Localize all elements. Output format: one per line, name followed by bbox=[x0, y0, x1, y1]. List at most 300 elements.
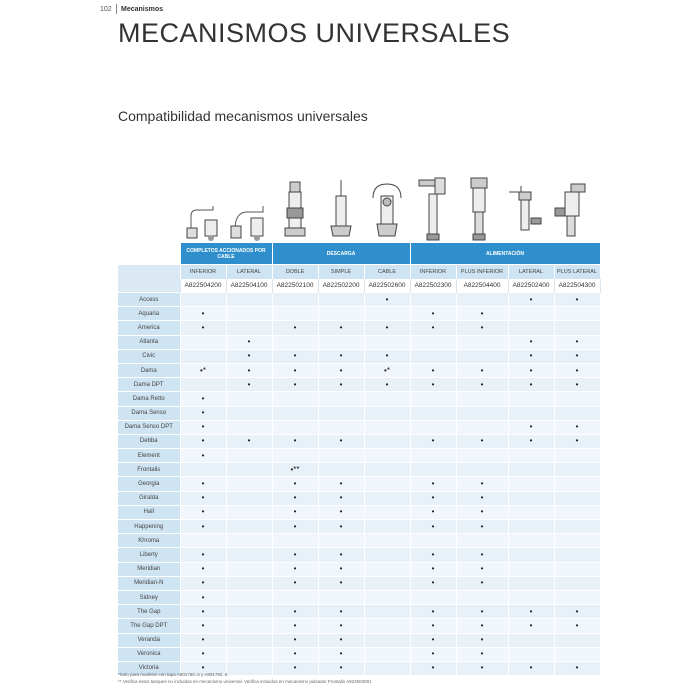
compat-cell bbox=[272, 463, 318, 477]
compat-mark: • bbox=[201, 578, 205, 588]
compat-cell bbox=[410, 534, 456, 548]
compat-cell bbox=[272, 562, 318, 576]
compat-cell bbox=[410, 406, 456, 420]
compat-cell bbox=[508, 477, 554, 491]
table-row bbox=[118, 392, 600, 406]
table-row bbox=[118, 491, 600, 505]
compat-cell bbox=[180, 434, 226, 448]
compat-cell bbox=[272, 590, 318, 604]
compat-mark: • bbox=[339, 479, 343, 489]
compat-cell bbox=[456, 406, 508, 420]
compat-cell bbox=[508, 406, 554, 420]
compat-cell bbox=[364, 449, 410, 463]
compat-cell bbox=[456, 661, 508, 675]
compat-cell bbox=[456, 392, 508, 406]
compat-cell bbox=[364, 463, 410, 477]
compat-mark: • bbox=[339, 507, 343, 517]
compat-cell bbox=[180, 420, 226, 434]
compat-cell bbox=[226, 434, 272, 448]
compat-mark: • bbox=[201, 436, 205, 446]
compat-cell bbox=[554, 477, 600, 491]
compat-cell bbox=[410, 363, 456, 377]
compat-cell bbox=[180, 548, 226, 562]
compat-mark: •* bbox=[384, 365, 390, 375]
compat-cell bbox=[318, 619, 364, 633]
compat-cell bbox=[410, 491, 456, 505]
compat-mark: • bbox=[293, 521, 297, 531]
single-flush-valve-icon bbox=[318, 170, 364, 242]
product-code: A822502400 bbox=[508, 279, 554, 293]
compat-cell bbox=[554, 463, 600, 477]
compat-cell bbox=[318, 392, 364, 406]
compat-cell bbox=[554, 562, 600, 576]
compat-cell bbox=[508, 378, 554, 392]
compat-cell bbox=[364, 505, 410, 519]
compat-mark: • bbox=[201, 592, 205, 602]
compat-cell bbox=[554, 605, 600, 619]
compat-cell bbox=[410, 477, 456, 491]
compat-cell bbox=[364, 293, 410, 307]
compat-cell bbox=[364, 378, 410, 392]
subheader-cell: CABLE bbox=[364, 265, 410, 280]
compat-cell bbox=[410, 647, 456, 661]
compat-cell bbox=[410, 463, 456, 477]
compat-cell bbox=[226, 520, 272, 534]
compat-cell bbox=[226, 661, 272, 675]
compat-cell bbox=[508, 293, 554, 307]
compat-cell bbox=[508, 505, 554, 519]
table-row bbox=[118, 420, 600, 434]
model-name: Dama DPT bbox=[118, 378, 180, 392]
compat-cell bbox=[180, 647, 226, 661]
compat-cell bbox=[318, 293, 364, 307]
compat-cell bbox=[508, 661, 554, 675]
model-name: Meridian bbox=[118, 562, 180, 576]
compat-mark: • bbox=[247, 436, 251, 446]
compat-mark: • bbox=[575, 337, 579, 347]
compat-cell bbox=[318, 520, 364, 534]
compat-mark: • bbox=[293, 564, 297, 574]
compat-cell bbox=[456, 307, 508, 321]
compat-cell bbox=[554, 449, 600, 463]
page-title: MECANISMOS UNIVERSALES bbox=[118, 18, 511, 48]
compat-cell bbox=[554, 590, 600, 604]
fill-valve-lateral-icon bbox=[502, 170, 548, 242]
page-number: 102 bbox=[100, 5, 112, 13]
compat-cell bbox=[318, 590, 364, 604]
compat-cell bbox=[180, 293, 226, 307]
model-name: The Gap bbox=[118, 605, 180, 619]
compat-mark: • bbox=[431, 578, 435, 588]
compat-cell bbox=[364, 363, 410, 377]
compat-mark: • bbox=[480, 663, 484, 673]
compat-mark: • bbox=[480, 564, 484, 574]
compat-cell bbox=[226, 605, 272, 619]
compat-cell bbox=[226, 335, 272, 349]
compat-cell bbox=[410, 434, 456, 448]
compat-cell bbox=[554, 520, 600, 534]
compat-cell bbox=[456, 363, 508, 377]
compat-cell bbox=[364, 307, 410, 321]
table-row bbox=[118, 647, 600, 661]
compat-mark: • bbox=[293, 365, 297, 375]
compat-cell bbox=[410, 349, 456, 363]
compat-mark: • bbox=[431, 549, 435, 559]
compat-cell bbox=[364, 406, 410, 420]
compat-cell bbox=[554, 633, 600, 647]
model-name: Georgia bbox=[118, 477, 180, 491]
model-name: Khroma bbox=[118, 534, 180, 548]
compat-cell bbox=[226, 505, 272, 519]
compat-cell bbox=[456, 349, 508, 363]
compat-cell bbox=[272, 548, 318, 562]
compat-cell bbox=[318, 477, 364, 491]
compat-cell bbox=[410, 619, 456, 633]
compat-cell bbox=[272, 520, 318, 534]
compat-cell bbox=[272, 335, 318, 349]
compat-cell bbox=[508, 491, 554, 505]
compat-cell bbox=[410, 392, 456, 406]
compat-cell bbox=[410, 307, 456, 321]
compat-mark: • bbox=[529, 663, 533, 673]
compat-cell bbox=[226, 562, 272, 576]
page-header bbox=[100, 4, 163, 14]
compat-cell bbox=[226, 633, 272, 647]
compat-cell bbox=[272, 576, 318, 590]
compat-mark: • bbox=[529, 337, 533, 347]
compat-cell bbox=[364, 661, 410, 675]
compat-cell bbox=[226, 491, 272, 505]
product-code-row bbox=[118, 279, 600, 293]
compat-mark: • bbox=[575, 294, 579, 304]
compat-cell bbox=[364, 321, 410, 335]
compat-cell bbox=[226, 463, 272, 477]
compat-cell bbox=[456, 619, 508, 633]
compat-mark: • bbox=[431, 635, 435, 645]
compat-mark: • bbox=[529, 365, 533, 375]
compat-mark: • bbox=[480, 606, 484, 616]
group-header-row bbox=[118, 243, 600, 265]
compat-mark: • bbox=[431, 620, 435, 630]
group-header: ALIMENTACIÓN bbox=[410, 243, 600, 265]
compat-mark: • bbox=[293, 479, 297, 489]
compat-cell bbox=[180, 363, 226, 377]
compat-cell bbox=[272, 293, 318, 307]
compat-cell bbox=[508, 520, 554, 534]
compat-cell bbox=[364, 548, 410, 562]
compat-cell bbox=[554, 378, 600, 392]
model-name: Atlanta bbox=[118, 335, 180, 349]
compat-cell bbox=[318, 463, 364, 477]
compat-cell bbox=[554, 434, 600, 448]
compat-mark: • bbox=[293, 379, 297, 389]
compat-cell bbox=[456, 548, 508, 562]
compat-cell bbox=[318, 349, 364, 363]
compat-cell bbox=[456, 477, 508, 491]
model-name: Element bbox=[118, 449, 180, 463]
table-row bbox=[118, 349, 600, 363]
compat-cell bbox=[410, 293, 456, 307]
compat-cell bbox=[554, 335, 600, 349]
table-row bbox=[118, 463, 600, 477]
compat-mark: • bbox=[201, 564, 205, 574]
table-row bbox=[118, 307, 600, 321]
flush-cable-inferior-icon bbox=[180, 170, 226, 242]
compat-mark: • bbox=[293, 649, 297, 659]
product-code: A822502300 bbox=[410, 279, 456, 293]
compat-cell bbox=[508, 590, 554, 604]
footnote-1: *Solo para modelos con tapa A801780..6 y A801782..6 bbox=[118, 672, 228, 677]
compat-cell bbox=[364, 477, 410, 491]
compat-cell bbox=[364, 335, 410, 349]
compat-cell bbox=[180, 406, 226, 420]
model-name: Access bbox=[118, 293, 180, 307]
section-name: Mecanismos bbox=[121, 5, 164, 13]
compat-mark: • bbox=[201, 620, 205, 630]
table-row bbox=[118, 363, 600, 377]
model-name: Liberty bbox=[118, 548, 180, 562]
compat-mark: • bbox=[201, 422, 205, 432]
compat-mark: •** bbox=[290, 464, 300, 474]
compat-cell bbox=[456, 293, 508, 307]
subheader-blank bbox=[118, 265, 180, 280]
compat-cell bbox=[456, 605, 508, 619]
compat-cell bbox=[410, 548, 456, 562]
compat-cell bbox=[456, 633, 508, 647]
compat-cell bbox=[272, 349, 318, 363]
subheader-cell: PLUS INFERIOR bbox=[456, 265, 508, 280]
product-code: A822502600 bbox=[364, 279, 410, 293]
compat-cell bbox=[272, 633, 318, 647]
table-row bbox=[118, 520, 600, 534]
compat-mark: • bbox=[201, 649, 205, 659]
compat-cell bbox=[180, 576, 226, 590]
table-row bbox=[118, 548, 600, 562]
compat-cell bbox=[226, 449, 272, 463]
compat-cell bbox=[410, 576, 456, 590]
product-code: A822502200 bbox=[318, 279, 364, 293]
compat-cell bbox=[554, 661, 600, 675]
compat-cell bbox=[180, 534, 226, 548]
table-row bbox=[118, 293, 600, 307]
model-name: Victoria bbox=[118, 661, 180, 675]
group-header: DESCARGA bbox=[272, 243, 410, 265]
subheader-cell: INFERIOR bbox=[410, 265, 456, 280]
compat-mark: • bbox=[529, 379, 533, 389]
compat-cell bbox=[364, 619, 410, 633]
compat-cell bbox=[508, 633, 554, 647]
compat-mark: • bbox=[339, 564, 343, 574]
compat-mark: • bbox=[201, 393, 205, 403]
compat-cell bbox=[226, 349, 272, 363]
compat-cell bbox=[272, 420, 318, 434]
compat-cell bbox=[364, 647, 410, 661]
compat-mark: • bbox=[480, 493, 484, 503]
compat-cell bbox=[456, 434, 508, 448]
compat-cell bbox=[226, 307, 272, 321]
compat-cell bbox=[554, 505, 600, 519]
group-header: COMPLETOS ACCIONADOS POR CABLE bbox=[180, 243, 272, 265]
compat-cell bbox=[272, 449, 318, 463]
compat-cell bbox=[272, 534, 318, 548]
compat-mark: • bbox=[575, 620, 579, 630]
table-row bbox=[118, 321, 600, 335]
table-row bbox=[118, 477, 600, 491]
compat-cell bbox=[318, 548, 364, 562]
compat-cell bbox=[272, 406, 318, 420]
compat-cell bbox=[180, 307, 226, 321]
compat-cell bbox=[554, 349, 600, 363]
model-name: Dama Senso DPT bbox=[118, 420, 180, 434]
compat-cell bbox=[554, 576, 600, 590]
model-name: Meridian-N bbox=[118, 576, 180, 590]
compat-cell bbox=[318, 321, 364, 335]
product-code: A822504100 bbox=[226, 279, 272, 293]
compat-cell bbox=[180, 505, 226, 519]
compat-mark: • bbox=[201, 635, 205, 645]
compat-mark: • bbox=[431, 479, 435, 489]
compat-cell bbox=[180, 477, 226, 491]
compat-cell bbox=[410, 605, 456, 619]
compat-mark: • bbox=[575, 663, 579, 673]
model-name: America bbox=[118, 321, 180, 335]
compat-mark: • bbox=[201, 322, 205, 332]
compat-mark: • bbox=[293, 351, 297, 361]
compat-mark: • bbox=[201, 308, 205, 318]
compat-mark: • bbox=[339, 379, 343, 389]
compat-cell bbox=[226, 534, 272, 548]
compat-mark: • bbox=[431, 606, 435, 616]
compat-mark: • bbox=[385, 379, 389, 389]
compat-cell bbox=[364, 605, 410, 619]
compat-cell bbox=[410, 449, 456, 463]
compat-cell bbox=[226, 548, 272, 562]
product-images bbox=[180, 170, 600, 242]
compat-cell bbox=[226, 392, 272, 406]
subheader-cell: SIMPLE bbox=[318, 265, 364, 280]
compat-cell bbox=[456, 576, 508, 590]
compat-cell bbox=[318, 378, 364, 392]
compat-cell bbox=[508, 321, 554, 335]
compat-cell bbox=[226, 590, 272, 604]
compat-cell bbox=[180, 463, 226, 477]
fill-valve-plus-inferior-icon bbox=[456, 170, 502, 242]
group-header-blank bbox=[118, 243, 180, 265]
compat-cell bbox=[410, 520, 456, 534]
compat-cell bbox=[508, 647, 554, 661]
compat-cell bbox=[364, 562, 410, 576]
compat-cell bbox=[554, 491, 600, 505]
compat-cell bbox=[226, 420, 272, 434]
compat-cell bbox=[226, 293, 272, 307]
compat-mark: • bbox=[431, 308, 435, 318]
compat-cell bbox=[226, 363, 272, 377]
compat-mark: • bbox=[339, 649, 343, 659]
compat-cell bbox=[508, 392, 554, 406]
compat-cell bbox=[508, 363, 554, 377]
table-row bbox=[118, 378, 600, 392]
compat-mark: • bbox=[480, 365, 484, 375]
compatibility-table bbox=[118, 243, 601, 675]
table-row bbox=[118, 619, 600, 633]
compat-cell bbox=[364, 520, 410, 534]
product-code: A822502100 bbox=[272, 279, 318, 293]
compat-cell bbox=[318, 307, 364, 321]
compat-mark: • bbox=[480, 479, 484, 489]
compat-mark: • bbox=[480, 578, 484, 588]
compat-mark: • bbox=[529, 422, 533, 432]
compat-mark: • bbox=[575, 422, 579, 432]
compat-cell bbox=[180, 335, 226, 349]
compat-mark: • bbox=[529, 606, 533, 616]
compat-cell bbox=[508, 619, 554, 633]
table-row bbox=[118, 534, 600, 548]
table-row bbox=[118, 605, 600, 619]
compat-cell bbox=[364, 434, 410, 448]
compat-cell bbox=[180, 619, 226, 633]
compat-cell bbox=[318, 434, 364, 448]
compat-mark: • bbox=[480, 620, 484, 630]
compat-cell bbox=[272, 307, 318, 321]
compat-mark: • bbox=[339, 578, 343, 588]
compat-cell bbox=[508, 335, 554, 349]
compat-cell bbox=[318, 420, 364, 434]
compat-mark: • bbox=[247, 365, 251, 375]
compat-mark: • bbox=[431, 493, 435, 503]
compat-cell bbox=[272, 661, 318, 675]
compat-cell bbox=[508, 534, 554, 548]
compat-mark: • bbox=[201, 450, 205, 460]
compat-mark: • bbox=[480, 549, 484, 559]
compat-cell bbox=[318, 406, 364, 420]
compat-cell bbox=[226, 406, 272, 420]
compat-mark: • bbox=[480, 379, 484, 389]
model-name: Aquaria bbox=[118, 307, 180, 321]
subheader-cell: DOBLE bbox=[272, 265, 318, 280]
compat-cell bbox=[456, 420, 508, 434]
compat-mark: • bbox=[529, 436, 533, 446]
compat-mark: • bbox=[293, 493, 297, 503]
table-row bbox=[118, 505, 600, 519]
compat-cell bbox=[180, 321, 226, 335]
compat-cell bbox=[456, 534, 508, 548]
compat-cell bbox=[554, 548, 600, 562]
subheader-cell: LATERAL bbox=[226, 265, 272, 280]
product-code: A822504300 bbox=[554, 279, 600, 293]
compat-cell bbox=[364, 420, 410, 434]
compat-mark: • bbox=[339, 351, 343, 361]
compat-mark: • bbox=[293, 578, 297, 588]
compat-cell bbox=[456, 562, 508, 576]
compatibility-rows bbox=[118, 293, 600, 676]
model-name: Civic bbox=[118, 349, 180, 363]
compat-mark: • bbox=[201, 408, 205, 418]
compat-mark: • bbox=[201, 493, 205, 503]
subheader-cell: PLUS LATERAL bbox=[554, 265, 600, 280]
compat-mark: • bbox=[385, 351, 389, 361]
model-name: Debba bbox=[118, 434, 180, 448]
compat-mark: • bbox=[293, 549, 297, 559]
table-row bbox=[118, 434, 600, 448]
compat-cell bbox=[508, 349, 554, 363]
compat-mark: • bbox=[480, 649, 484, 659]
compat-cell bbox=[318, 661, 364, 675]
compat-cell bbox=[226, 576, 272, 590]
compat-mark: • bbox=[431, 564, 435, 574]
compat-mark: • bbox=[339, 365, 343, 375]
compat-mark: • bbox=[293, 635, 297, 645]
table-row bbox=[118, 633, 600, 647]
